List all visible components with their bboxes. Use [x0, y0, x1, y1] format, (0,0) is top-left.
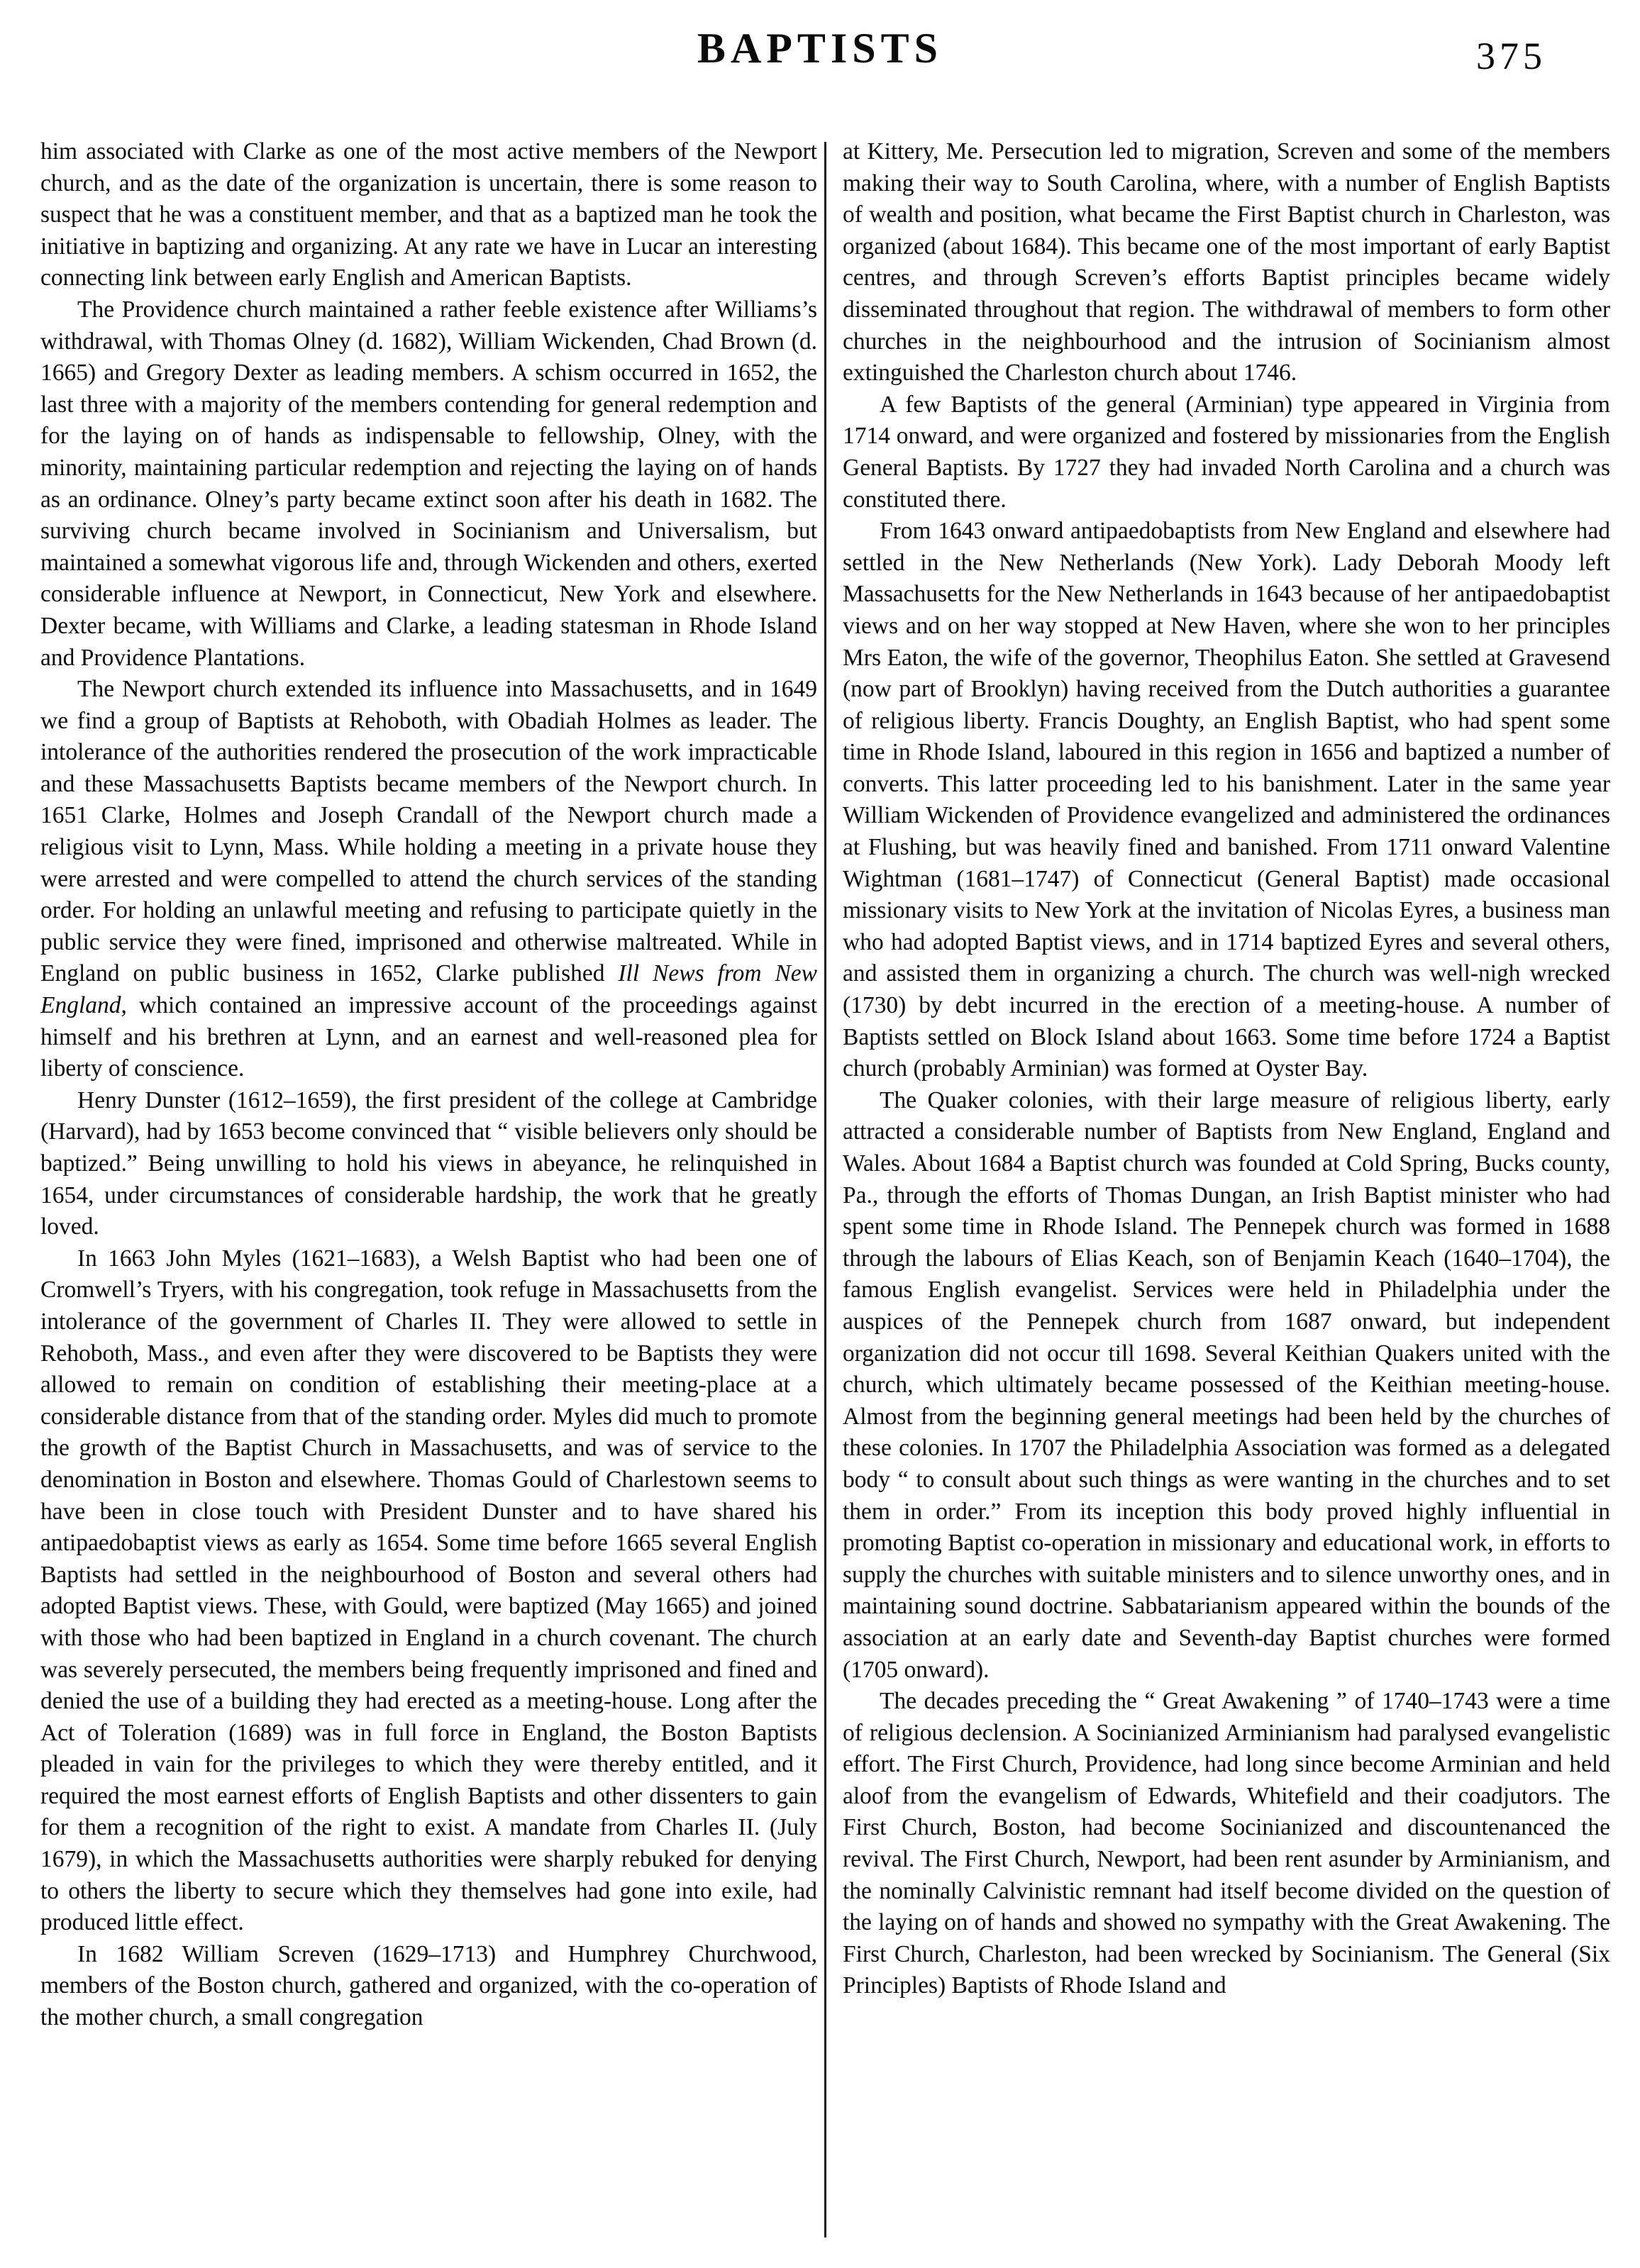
text-column-left: [40, 136, 817, 2246]
paragraph-text: Henry Dunster (1612–1659), the first president of the college at Cambridge (Harvard), had by 1653 become convinced that “ visible believers only should be baptized.” Being unwilling to hold his views in abeyance, he relinquished in 1654, under circumstances of considerable hardship, the work that he greatly loved.: [40, 1086, 817, 1240]
paragraph-text: , which contained an impressive account of the proceedings against himself and his brethren at Lynn, and an earnest and well-reasoned plea for liberty of conscience.: [40, 992, 817, 1082]
paragraph-text: In 1663 John Myles (1621–1683), a Welsh Baptist who had been one of Cromwell’s Tryers, with his congregation, took refuge in Massachusetts from the intolerance of the government of Charles II. They were allowed to settle in Rehoboth, Mass., and even after they were discovered to be Baptists they were allowed to remain on condition of establishing their meeting-place at a considerable distance from that of the standing order. Myles did much to promote the growth of the Baptist Church in Massachusetts, and was of service to the denomination in Boston and elsewhere. Thomas Gould of Charlestown seems to have been in close touch with President Dunster and to have shared his antipaedobaptist views as early as 1654. Some time before 1665 several English Baptists had settled in the neighbourhood of Boston and several others had adopted Baptist views. These, with Gould, were baptized (May 1665) and joined with those who had been baptized in England in a church covenant. The church was severely persecuted, the members being frequently imprisoned and fined and denied the use of a building they had erected as a meeting-house. Long after the Act of Toleration (1689) was in full force in England, the Boston Baptists pleaded in vain for the privileges to which they were thereby entitled, and it required the most earnest efforts of English Baptists and other dissenters to gain for them a recognition of the right to exist. A mandate from Charles II. (July 1679), in which the Massachusetts authorities were sharply rebuked for denying to others the liberty to secure which they themselves had gone into exile, had produced little effect.: [40, 1245, 817, 1936]
paragraph: [40, 294, 817, 674]
paragraph: [843, 1686, 1610, 2002]
paragraph: [40, 674, 817, 1085]
paragraph: [843, 1085, 1610, 1686]
paragraph: [40, 136, 817, 294]
book-title-italic: Ill News from New England: [40, 960, 817, 1019]
paragraph-text: The Providence church maintained a rather feeble existence after Williams’s withdrawal, with Thomas Olney (d. 1682), William Wickenden, Chad Brown (d. 1665) and Gregory Dexter as leading members. A schism occurred in 1652, the last three with a majority of the members contending for general redemption and for the laying on of hands as indispensable to fellowship, Olney, with the minority, maintaining particular redemption and rejecting the laying on of hands as an ordinance. Olney’s party became extinct soon after his death in 1682. The surviving church became involved in Socinianism and Universalism, but maintained a somewhat vigorous life and, through Wickenden and others, exerted considerable influence at Newport, in Connecticut, New York and elsewhere. Dexter became, with Williams and Clarke, a leading statesman in Rhode Island and Providence Plantations.: [40, 296, 817, 671]
paragraph-text: at Kittery, Me. Persecution led to migration, Screven and some of the members making their way to South Carolina, where, with a number of English Baptists of wealth and position, what became the First Baptist church in Charleston, was organized (about 1684). This became one of the most important of early Baptist centres, and through Screven’s efforts Baptist principles became widely disseminated throughout that region. The withdrawal of members to form other churches in the neighbourhood and the intrusion of Socinianism almost extinguished the Charleston church about 1746.: [843, 138, 1610, 387]
paragraph: [40, 1243, 817, 1939]
paragraph-text: The decades preceding the “ Great Awakening ” of 1740–1743 were a time of religious declension. A Socinianized Arminianism had paralysed evangelistic effort. The First Church, Providence, had long since become Arminian and held aloof from the evangelism of Edwards, Whitefield and their coadjutors. The First Church, Boston, had become Socinianized and discountenanced the revival. The First Church, Newport, had been rent asunder by Arminianism, and the nominally Calvinistic remnant had itself become divided on the question of the laying on of hands and showed no sympathy with the Great Awakening. The First Church, Charleston, had been wrecked by Socinianism. The General (Six Principles) Baptists of Rhode Island and: [843, 1688, 1610, 1999]
paragraph: [843, 516, 1610, 1085]
paragraph: [843, 389, 1610, 516]
paragraph: [40, 1939, 817, 2034]
text-column-right: [843, 136, 1610, 2246]
paragraph-text: The Quaker colonies, with their large measure of religious liberty, early attracted a considerable number of Baptists from New England, England and Wales. About 1684 a Baptist church was founded at Cold Spring, Bucks county, Pa., through the efforts of Thomas Dungan, an Irish Baptist minister who had spent some time in Rhode Island. The Pennepek church was formed in 1688 through the labours of Elias Keach, son of Benjamin Keach (1640–1704), the famous English evangelist. Services were held in Philadelphia under the auspices of the Pennepek church from 1687 onward, but independent organization did not occur till 1698. Several Keithian Quakers united with the church, which ultimately became possessed of the Keithian meeting-house. Almost from the beginning general meetings had been held by the churches of these colonies. In 1707 the Philadelphia Association was formed as a delegated body “ to consult about such things as were wanting in the churches and to set them in order.” From its inception this body proved highly influential in promoting Baptist co-operation in missionary and educational work, in efforts to supply the churches with suitable ministers and to silence unworthy ones, and in maintaining sound doctrine. Sabbatarianism appeared within the bounds of the association at an early date and Seventh-day Baptist churches were formed (1705 onward).: [843, 1086, 1610, 1683]
paragraph-text: In 1682 William Screven (1629–1713) and Humphrey Churchwood, members of the Boston church, gathered and organized, with the co-operation of the mother church, a small congregation: [40, 1940, 817, 2031]
page-number: 375: [1476, 35, 1546, 77]
paragraph-text: A few Baptists of the general (Arminian) type appeared in Virginia from 1714 onward, and were organized and fostered by missionaries from the English General Baptists. By 1727 they had invaded North Carolina and a church was constituted there.: [843, 391, 1610, 513]
page-title: BAPTISTS: [697, 25, 943, 72]
paragraph-text: The Newport church extended its influence into Massachusetts, and in 1649 we find a group of Baptists at Rehoboth, with Obadiah Holmes as leader. The intolerance of the authorities rendered the prosecution of the work impracticable and these Massachusetts Baptists became members of the Newport church. In 1651 Clarke, Holmes and Joseph Crandall of the Newport church made a religious visit to Lynn, Mass. While holding a meeting in a private house they were arrested and were compelled to attend the church services of the standing order. For holding an unlawful meeting and refusing to participate quietly in the public service they were fined, imprisoned and otherwise maltreated. While in England on public business in 1652, Clarke published: [40, 676, 817, 987]
paragraph-text: him associated with Clarke as one of the most active members of the Newport church, and as the date of the organization is uncertain, there is some reason to suspect that he was a constituent member, and that as a baptized man he took the initiative in baptizing and organizing. At any rate we have in Lucar an interesting connecting link between early English and American Baptists.: [40, 138, 817, 291]
paragraph: [40, 1085, 817, 1243]
paragraph: [843, 136, 1610, 389]
column-divider-rule: [824, 142, 826, 2238]
paragraph-text: From 1643 onward antipaedobaptists from New England and elsewhere had settled in the New Netherlands (New York). Lady Deborah Moody left Massachusetts for the New Netherlands in 1643 because of her antipaedobaptist views and on her way stopped at New Haven, where she won to her principles Mrs Eaton, the wife of the governor, Theophilus Eaton. She settled at Gravesend (now part of Brooklyn) having received from the Dutch authorities a guarantee of religious liberty. Francis Doughty, an English Baptist, who had spent some time in Rhode Island, laboured in this region in 1656 and baptized a number of converts. This latter proceeding led to his banishment. Later in the same year William Wickenden of Providence evangelized and administered the ordinances at Flushing, but was heavily fined and banished. From 1711 onward Valentine Wightman (1681–1747) of Connecticut (General Baptist) made occasional missionary visits to New York at the invitation of Nicolas Eyres, a business man who had adopted Baptist views, and in 1714 baptized Eyres and several others, and assisted them in organizing a church. The church was well-nigh wrecked (1730) by debt incurred in the erection of a meeting-house. A number of Baptists settled on Block Island about 1663. Some time before 1724 a Baptist church (probably Arminian) was formed at Oyster Bay.: [843, 518, 1610, 1082]
